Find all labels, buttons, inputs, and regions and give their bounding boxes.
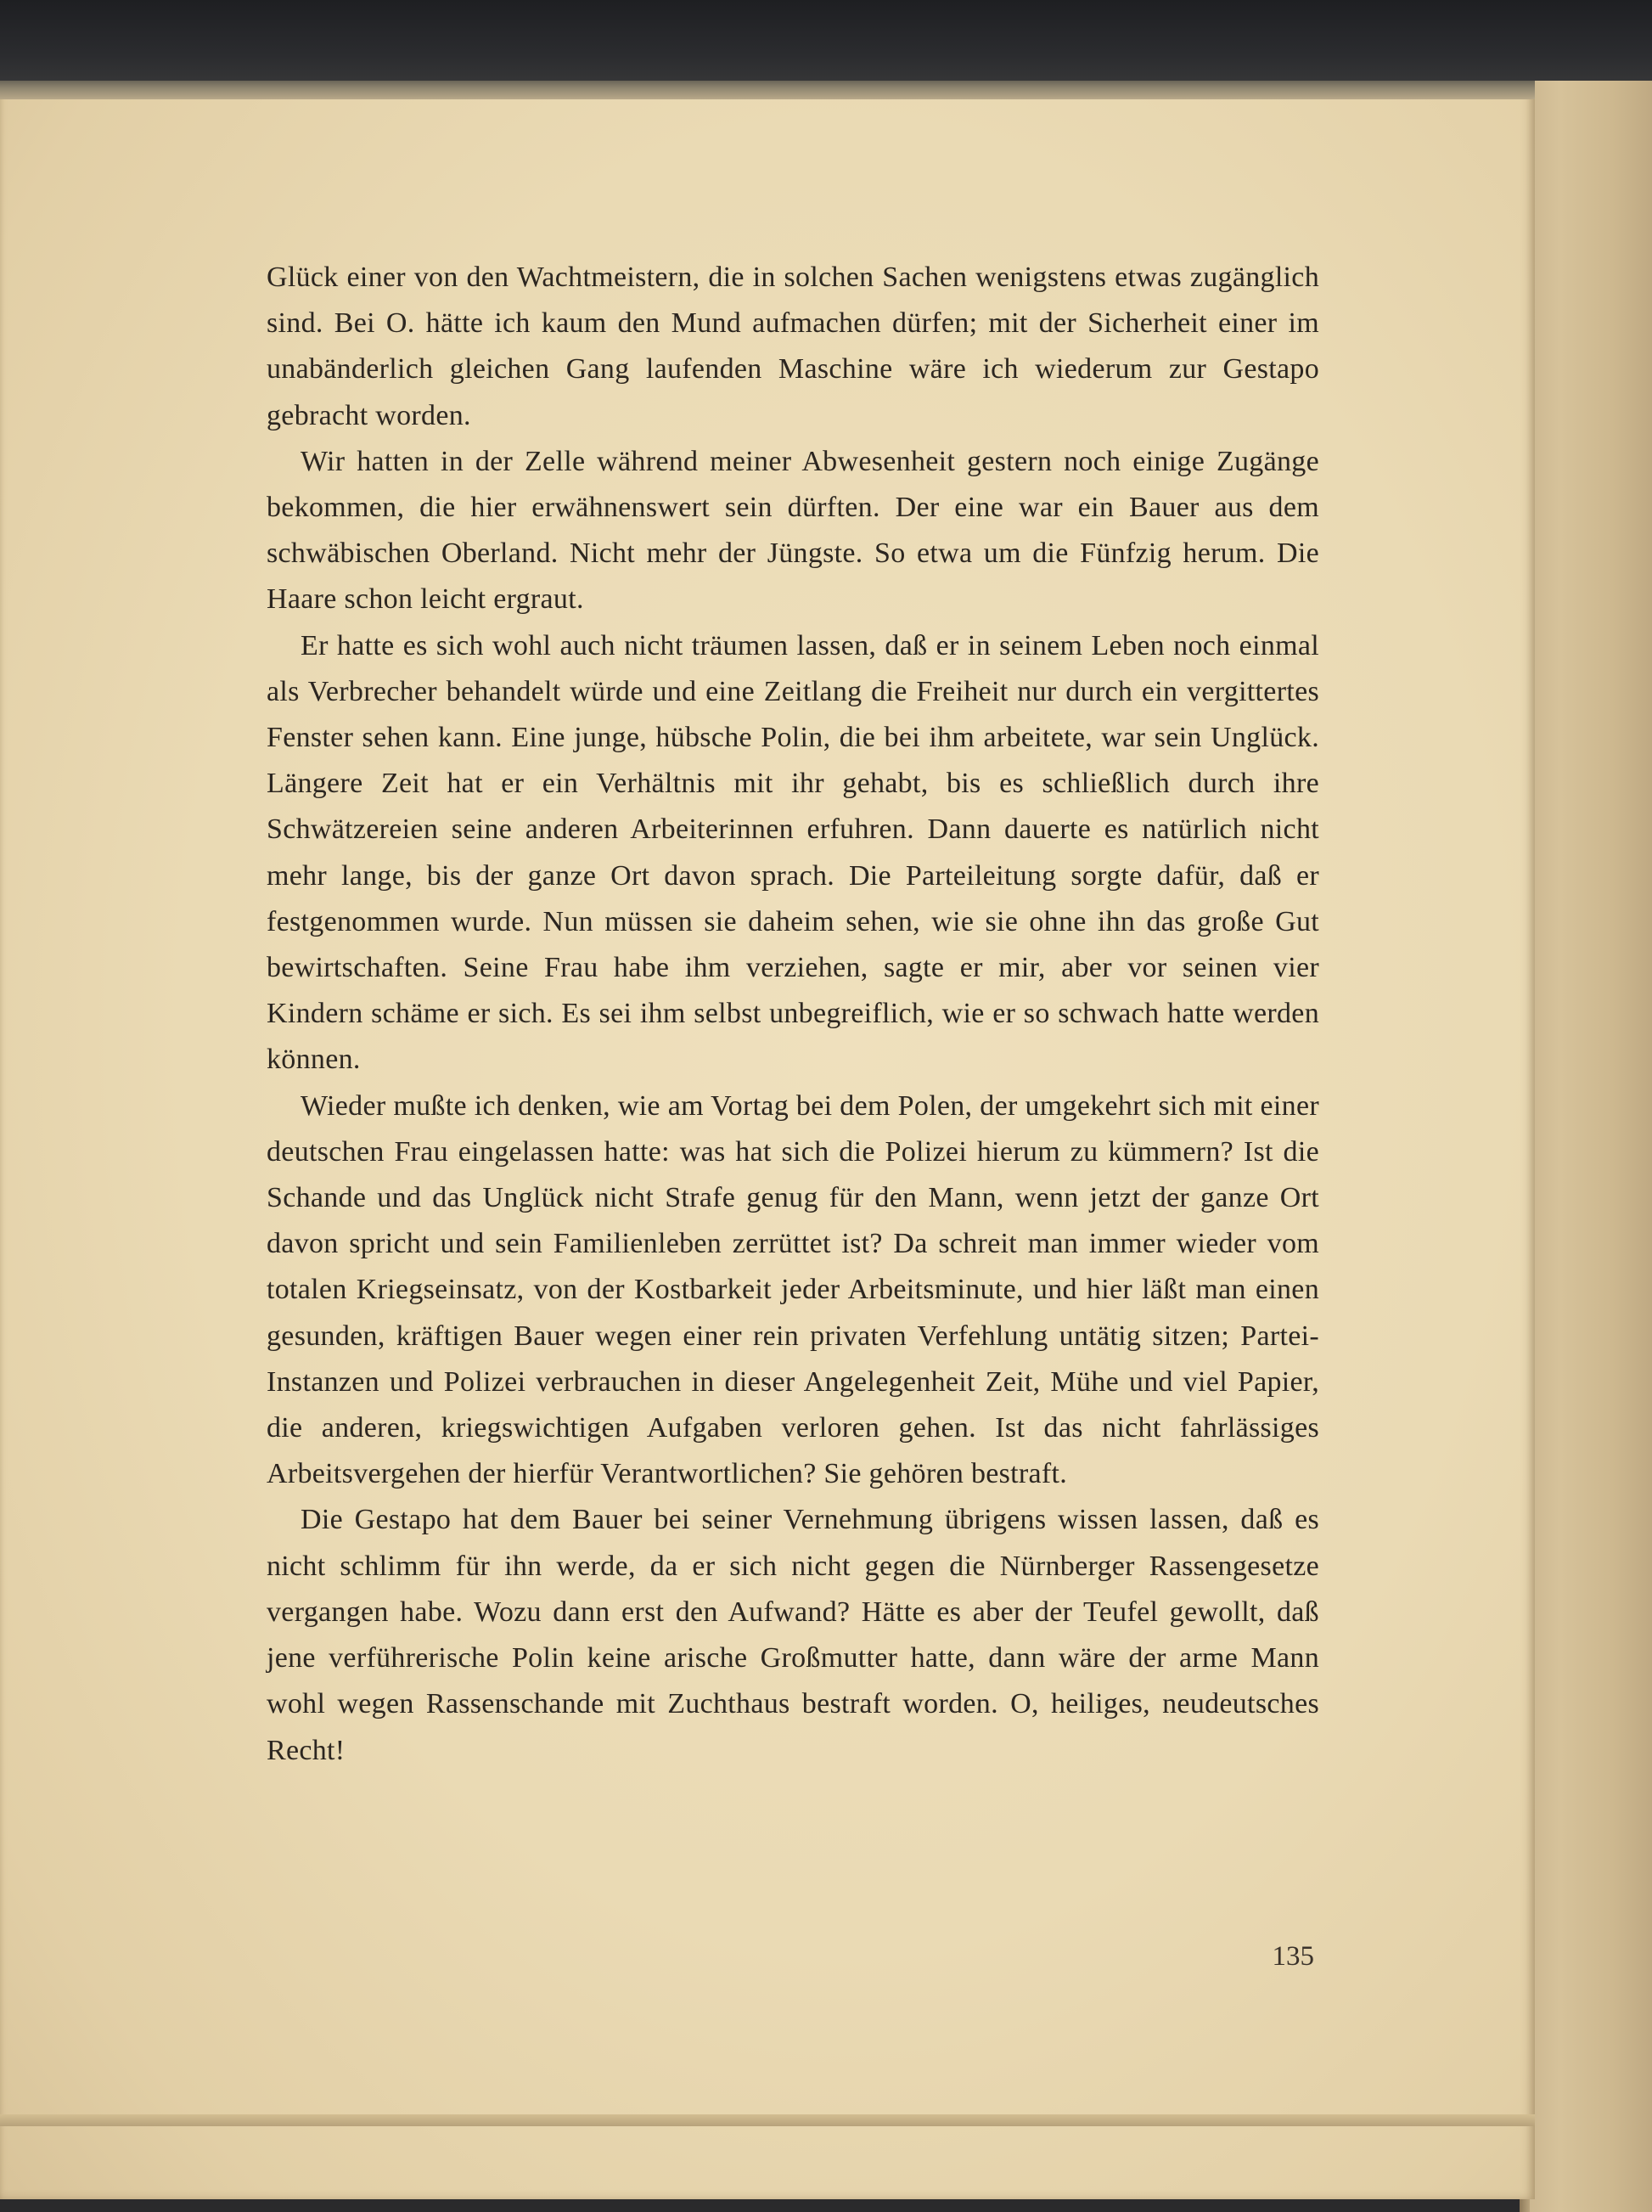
- scanner-background: [0, 0, 1652, 93]
- paragraph: Wir hatten in der Zelle während meiner Abwesenheit gestern noch einige Zugänge bekommen, die hier erwähnenswert sein dürften. Der eine war ein Bauer aus dem schwäbischen Oberland. Nicht mehr der Jüngste. So etwa um die Fünfzig herum. Die Haare schon leicht ergraut.: [267, 445, 1319, 616]
- page-bottom-edge: [0, 2114, 1535, 2126]
- paragraph-continued: Glück einer von den Wachtmeistern, die in solchen Sachen wenigstens etwas zugänglich sind. Bei O. hätte ich kaum den Mund aufmachen dürfen; mit der Sicherheit einer im unabänderlich gleichen Gang laufenden Maschine wäre ich wiederum zur Gestapo gebracht worden.: [267, 262, 1319, 431]
- page-top-edge: [0, 81, 1535, 99]
- paragraph: Wieder mußte ich denken, wie am Vortag bei dem Polen, der umgekehrt sich mit einer deutschen Frau eingelassen hatte: was hat sich die Polizei hierum zu kümmern? Ist die Schande und das Unglück nicht Strafe genug für den Mann, wenn jetzt der ganze Ort davon spricht und sein Familienleben zerrüttet ist? Da schreit man immer wieder vom totalen Kriegseinsatz, von der Kostbarkeit jeder Arbeitsminute, und hier läßt man einen gesunden, kräftigen Bauer wegen einer rein privaten Verfehlung untätig sitzen; Partei-Instanzen und Polizei verbrauchen in dieser Angelegenheit Zeit, Mühe und viel Papier, die anderen, kriegswichtigen Aufgaben verloren gehen. Ist das nicht fahrlässiges Arbeitsvergehen der hierfür Verantwortlichen? Sie gehören bestraft.: [267, 1089, 1319, 1490]
- body-text: [267, 255, 1319, 1774]
- paragraph: Er hatte es sich wohl auch nicht träumen lassen, daß er in seinem Leben noch einmal als Verbrecher behandelt würde und eine Zeitlang die Freiheit nur durch ein vergittertes Fenster sehen kann. Eine junge, hübsche Polin, die bei ihm arbeitete, war sein Unglück. Längere Zeit hat er ein Verhältnis mit ihr gehabt, bis es schließlich durch ihre Schwätzereien seine anderen Arbeiterinnen erfuhren. Dann dauerte es natürlich nicht mehr lange, bis der ganze Ort davon sprach. Die Parteileitung sorgte dafür, daß er festgenommen wurde. Nun müssen sie daheim sehen, wie sie ohne ihn das große Gut bewirtschaften. Seine Frau habe ihm verziehen, sagte er mir, aber vor seinen vier Kindern schäme er sich. Es sei ihm selbst unbegreiflich, wie er so schwach hatte werden können.: [267, 629, 1319, 1076]
- page-number: 135: [1272, 1941, 1314, 1972]
- book-cover-edge: [1520, 81, 1652, 2212]
- paragraph: Die Gestapo hat dem Bauer bei seiner Vernehmung übrigens wissen lassen, daß es nicht schlimm für ihn werde, da er sich nicht gegen die Nürnberger Rassengesetze vergangen habe. Wozu dann erst den Aufwand? Hätte es aber der Teufel gewollt, daß jene verführerische Polin keine arische Großmutter hatte, dann wäre der arme Mann wohl wegen Rassenschande mit Zuchthaus bestraft worden. O, heiliges, neudeutsches Recht!: [267, 1504, 1319, 1766]
